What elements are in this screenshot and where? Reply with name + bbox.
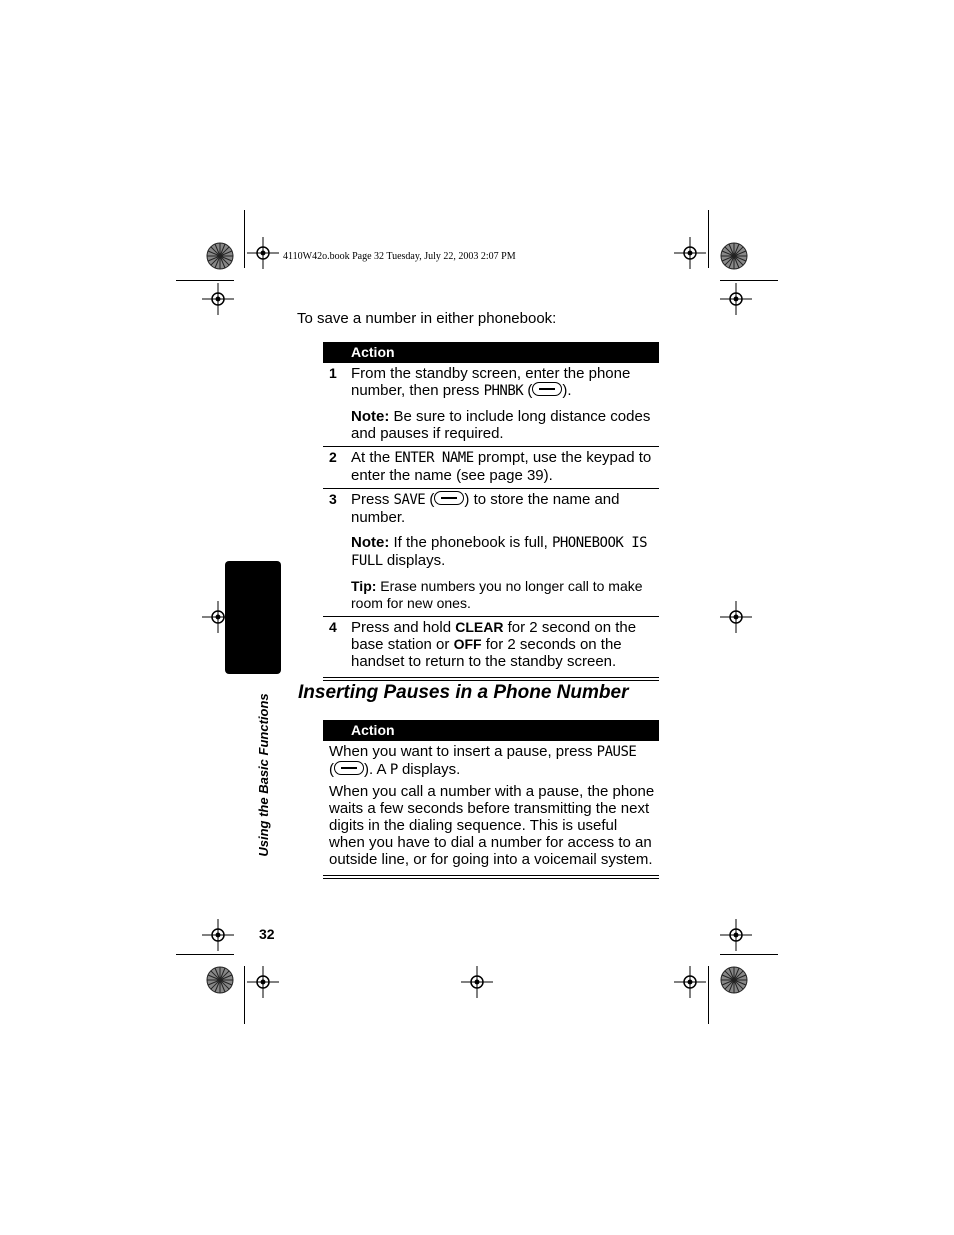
table-row xyxy=(323,488,659,616)
table-row xyxy=(323,741,659,872)
step-text: Press and hold CLEAR for 2 second on the base station or OFF for 2 seconds on the handset to return to the standby screen. xyxy=(351,619,637,670)
step-text: At the ENTER NAME prompt, use the keypad to enter the name (see page 39). xyxy=(351,449,652,484)
step-number: 3 xyxy=(329,491,337,507)
registration-mark-icon xyxy=(720,919,752,951)
key-label: CLEAR xyxy=(455,619,504,635)
chapter-tab xyxy=(225,561,281,674)
softkey-icon xyxy=(334,761,364,775)
page-number: 32 xyxy=(259,926,275,942)
table-row xyxy=(323,446,659,488)
step-note: Note: Be sure to include long distance codes and pauses if required. xyxy=(351,408,651,442)
save-number-table xyxy=(323,342,659,681)
step-text: From the standby screen, enter the phone number, then press PHNBK ( ). xyxy=(351,365,631,399)
softkey-icon xyxy=(434,491,464,505)
table-row xyxy=(323,616,659,674)
step-note: Note: If the phonebook is full, PHONEBOOK IS FULL displays. xyxy=(351,534,648,569)
table-end-rule xyxy=(323,677,659,681)
step-text: When you call a number with a pause, the phone waits a few seconds before transmitting the next digits in the dialing sequence. This is useful when you have to dial a number for access to an outside line, or for going into a voicemail system. xyxy=(329,783,655,868)
registration-mark-icon xyxy=(461,966,493,998)
registration-mark-icon xyxy=(674,237,706,269)
starburst-mark-icon xyxy=(206,242,234,270)
step-number: 1 xyxy=(329,365,337,381)
registration-mark-icon xyxy=(720,283,752,315)
table-header: Action xyxy=(323,720,659,741)
starburst-mark-icon xyxy=(206,966,234,994)
table-end-rule xyxy=(323,875,659,879)
intro-text: To save a number in either phonebook: xyxy=(297,310,557,327)
starburst-mark-icon xyxy=(720,966,748,994)
starburst-mark-icon xyxy=(720,242,748,270)
step-number: 2 xyxy=(329,449,337,465)
registration-mark-icon xyxy=(247,966,279,998)
display-text: PAUSE xyxy=(596,744,637,760)
step-number: 4 xyxy=(329,619,337,635)
display-text: PHNBK xyxy=(483,383,524,399)
section-title: Inserting Pauses in a Phone Number xyxy=(298,682,629,703)
print-file-header: 4110W42o.book Page 32 Tuesday, July 22, 2003 2:07 PM xyxy=(283,251,516,262)
registration-mark-icon xyxy=(202,283,234,315)
softkey-icon xyxy=(532,382,562,396)
pause-table xyxy=(323,720,659,879)
step-text: Press SAVE ( ) to store the name and number. xyxy=(351,491,620,526)
registration-mark-icon xyxy=(247,237,279,269)
chapter-side-title: Using the Basic Functions xyxy=(256,693,271,857)
step-tip: Tip: Erase numbers you no longer call to make room for new ones. xyxy=(351,578,643,611)
key-label: OFF xyxy=(453,636,482,652)
display-text: ENTER NAME xyxy=(394,450,474,466)
display-text: PHONEBOOK IS FULL xyxy=(351,535,648,569)
registration-mark-icon xyxy=(674,966,706,998)
step-text: When you want to insert a pause, press PAUSE ( ). A P displays. xyxy=(329,743,637,778)
table-header: Action xyxy=(323,342,659,363)
display-text: P xyxy=(389,762,398,778)
registration-mark-icon xyxy=(202,919,234,951)
table-row xyxy=(323,363,659,446)
display-text: SAVE xyxy=(393,492,426,508)
registration-mark-icon xyxy=(720,601,752,633)
